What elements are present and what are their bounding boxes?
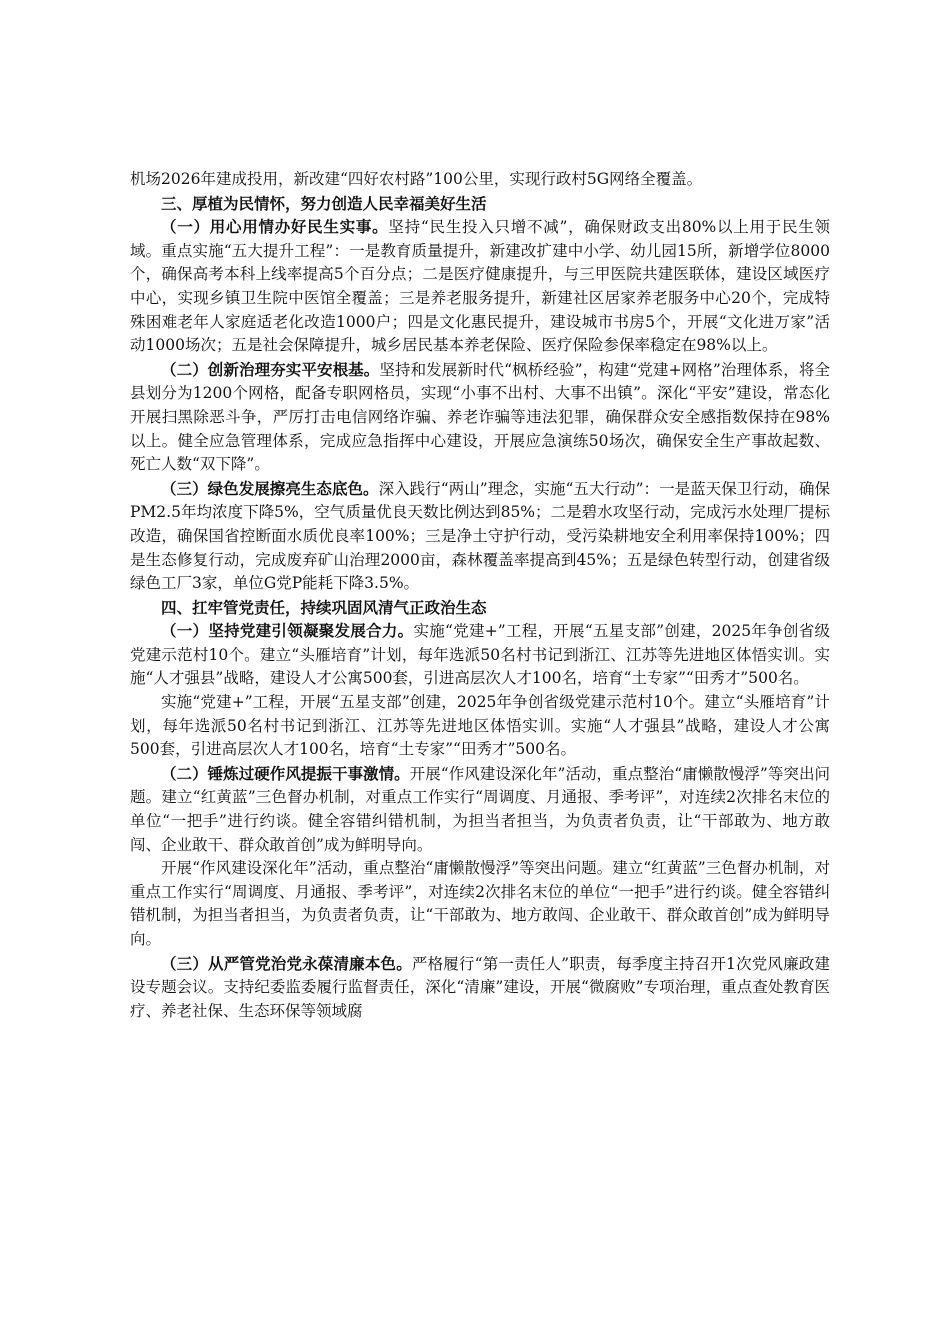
paragraph-4-1 xyxy=(130,619,830,691)
paragraph-body: 实施“党建+”工程，开展“五星支部”创建，2025年争创省级党建示范村10个。建立“头雁培育”计划，每年选派50名村书记到浙江、江苏等先进地区体悟实训。实施“人才强县”战略，建设人才公寓500套，引进高层次人才100名，培育“土专家”“田秀才”500名。 xyxy=(130,622,830,688)
paragraph-lead: （二）锤炼过硬作风提振干事激情。 xyxy=(161,763,410,783)
paragraph-4-2 xyxy=(130,762,830,857)
paragraph-lead: （三）从严管党治党永葆清廉本色。 xyxy=(161,953,412,973)
paragraph-lead: （二）创新治理夯实平安根基。 xyxy=(161,359,380,379)
paragraph-lead: （一）用心用情办好民生实事。 xyxy=(161,217,389,237)
paragraph-4-1-repeat: 实施“党建+”工程，开展“五星支部”创建，2025年争创省级党建示范村10个。建立“头雁培育”计划，每年选派50名村书记到浙江、江苏等先进地区体悟实训。实施“人才强县”战略，建设人才公寓500套，引进高层次人才100名，培育“土专家”“田秀才”500名。 xyxy=(130,693,830,759)
paragraph-body: 坚持“民生投入只增不减”，确保财政支出80%以上用于民生领域。重点实施“五大提升工程”：一是教育质量提升，新建改扩建中小学、幼儿园15所，新增学位8000个，确保高考本科上线率提高5个百分点；二是医疗健康提升，与三甲医院共建医联体，建设区域医疗中心，实现乡镇卫生院中医馆全覆盖；三是养老服务提升，新建社区居家养老服务中心20个，完成特殊困难老年人家庭适老化改造1000户；四是文化惠民提升，建设城市书房5个，开展“文化进万家”活动1000场次；五是社会保障提升，城乡居民基本养老保险、医疗保险参保率稳定在98%以上。 xyxy=(130,218,830,355)
paragraph-continuation: 机场2026年建成投用，新改建“四好农村路”100公里，实现行政村5G网络全覆盖。 xyxy=(130,170,703,188)
paragraph-3-3 xyxy=(130,477,830,596)
paragraph-4-2-repeat: 开展“作风建设深化年”活动，重点整治“庸懒散慢浮”等突出问题。建立“红黄蓝”三色督办机制，对重点工作实行“周调度、月通报、季考评”，对连续2次排名末位的单位“一把手”进行约谈。健全容错纠错机制，为担当者担当，为负责者负责，让“干部敢为、地方敢闯、企业敢干、群众敢首创”成为鲜明导向。 xyxy=(130,859,830,948)
paragraph-body: 深入践行“两山”理念，实施“五大行动”：一是蓝天保卫行动，确保PM2.5年均浓度下降5%，空气质量优良天数比例达到85%；二是碧水攻坚行动，完成污水处理厂提标改造，确保国省控断面水质优良率100%；三是净土守护行动，受污染耕地安全利用率保持100%；四是生态修复行动，完成废弃矿山治理2000亩，森林覆盖率提高到45%；五是绿色转型行动，创建省级绿色工厂3家，单位G党P能耗下降3.5%。 xyxy=(130,479,830,593)
paragraph-body: 开展“作风建设深化年”活动，重点整治“庸懒散慢浮”等突出问题。建立“红黄蓝”三色督办机制，对重点工作实行“周调度、月通报、季考评”，对连续2次排名末位的单位“一把手”进行约谈。健全容错纠错机制，为担当者担当，为负责者负责，让“干部敢为、地方敢闯、企业敢干、群众敢首创”成为鲜明导向。 xyxy=(130,764,830,854)
paragraph-lead: （一）坚持党建引领凝聚发展合力。 xyxy=(161,621,414,641)
paragraph-body: 严格履行“第一责任人”职责，每季度主持召开1次党风廉政建设专题会议。支持纪委监委履行监督责任，深化“清廉”建设，开展“微腐败”专项治理，重点查处教育医疗、养老社保、生态环保等领域腐 xyxy=(130,954,830,1020)
paragraph-3-1 xyxy=(130,215,830,358)
paragraph-lead: （三）绿色发展擦亮生态底色。 xyxy=(161,478,379,498)
document-page xyxy=(130,168,830,1023)
section-heading-4: 四、扛牢管党责任，持续巩固风清气正政治生态 xyxy=(161,597,487,617)
paragraph-3-2 xyxy=(130,358,830,477)
paragraph-4-3 xyxy=(130,952,830,1024)
section-heading-3: 三、厚植为民情怀，努力创造人民幸福美好生活 xyxy=(161,193,487,213)
paragraph-body: 坚持和发展新时代“枫桥经验”，构建“党建+网格”治理体系，将全县划分为1200个网格，配备专职网格员，实现“小事不出村、大事不出镇”。深化“平安”建设，常态化开展扫黑除恶斗争，严厉打击电信网络诈骗、养老诈骗等违法犯罪，确保群众安全感指数保持在98%以上。健全应急管理体系，完成应急指挥中心建设，开展应急演练50场次，确保安全生产事故起数、死亡人数“双下降”。 xyxy=(130,360,830,474)
